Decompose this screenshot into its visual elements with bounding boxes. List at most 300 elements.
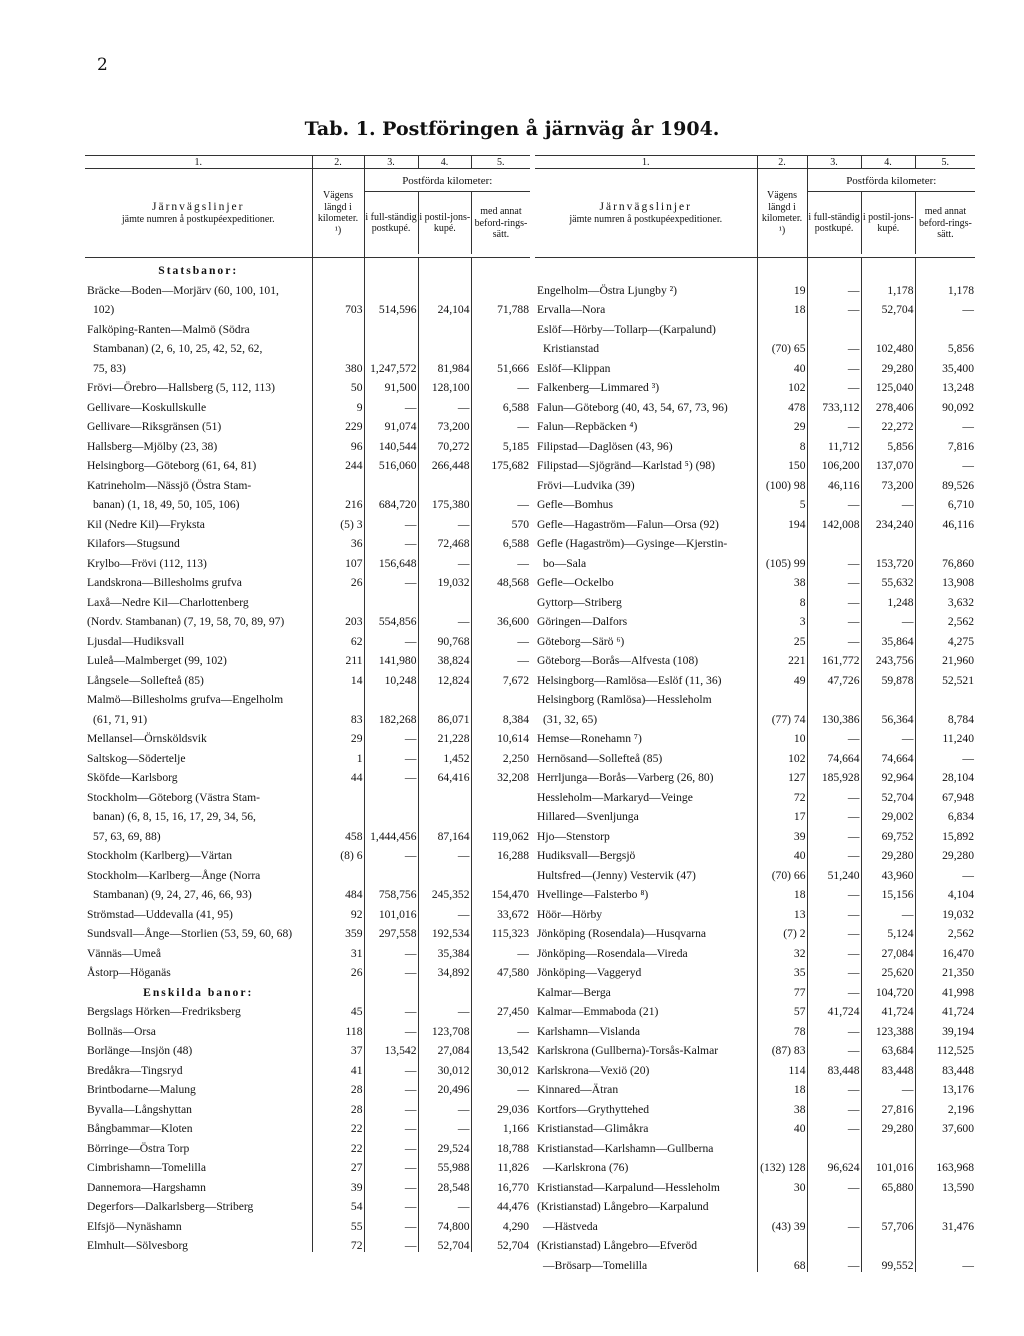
full-postkupe-km — [364, 277, 418, 297]
line-name: Börringe—Östra Torp — [87, 1141, 190, 1155]
full-postkupe-km — [364, 784, 418, 804]
line-length: 72 — [757, 784, 807, 804]
postiljons-km: 69,752 — [861, 823, 915, 843]
full-postkupe-km: — — [364, 843, 418, 863]
table-row — [85, 921, 530, 941]
line-name: 75, 83) — [93, 361, 126, 375]
header-annat: med annat beford-rings-sätt. — [471, 192, 530, 254]
line-length — [757, 258, 807, 278]
section-heading-row — [85, 979, 530, 999]
line-length: (5) 3 — [312, 511, 364, 531]
line-name: Stockholm—Göteborg (Västra Stam- — [87, 790, 261, 804]
full-postkupe-km: 141,980 — [364, 648, 418, 668]
full-postkupe-km — [364, 316, 418, 336]
empty-cell — [471, 258, 530, 278]
other-km: 21,350 — [915, 960, 975, 980]
other-km: 13,908 — [915, 570, 975, 590]
line-name: —Karlskrona (76) — [543, 1161, 629, 1174]
line-length — [312, 277, 364, 297]
full-postkupe-km: — — [807, 297, 861, 317]
table-row — [535, 336, 975, 356]
postiljons-km: 20,496 — [418, 1077, 471, 1097]
other-km: — — [915, 414, 975, 434]
postiljons-km — [418, 804, 471, 824]
postiljons-km — [418, 862, 471, 882]
line-name: Bergslags Hörken—Fredriksberg — [87, 1005, 241, 1018]
table-row — [535, 979, 975, 999]
line-length: 102 — [757, 745, 807, 765]
postiljons-km: 73,200 — [861, 472, 915, 492]
other-km: — — [471, 648, 530, 668]
postiljons-km: 28,548 — [418, 1174, 471, 1194]
line-name: Kortfors—Grythyttehed — [537, 1102, 650, 1116]
other-km: 18,788 — [471, 1135, 530, 1155]
header-lines — [535, 169, 757, 258]
line-name: Bollnäs—Orsa — [87, 1024, 156, 1038]
line-name: Ervalla—Nora — [537, 303, 606, 316]
other-km: 10,614 — [471, 726, 530, 746]
table-row — [535, 1096, 975, 1116]
other-km — [471, 862, 530, 882]
col-number: 4. — [861, 156, 915, 169]
full-postkupe-km: 47,726 — [807, 667, 861, 687]
full-postkupe-km: — — [807, 1096, 861, 1116]
postiljons-km: 64,416 — [418, 765, 471, 785]
empty-cell — [312, 979, 364, 999]
line-name: Kristianstad—Karlshamn—Gullberna — [537, 1141, 714, 1155]
postiljons-km: 153,720 — [861, 550, 915, 570]
full-postkupe-km: 46,116 — [807, 472, 861, 492]
table-row — [535, 570, 975, 590]
table-row — [535, 297, 975, 317]
full-postkupe-km: — — [807, 1077, 861, 1097]
table-row — [535, 706, 975, 726]
header-group-title: Postförda kilometer: — [365, 172, 531, 193]
table-row — [85, 277, 530, 297]
other-km: 51,666 — [471, 355, 530, 375]
table-row — [85, 589, 530, 609]
full-postkupe-km: — — [807, 375, 861, 395]
header-line-sub: jämte numren å postkupéexpeditioner. — [121, 213, 275, 225]
other-km: 83,448 — [915, 1057, 975, 1077]
other-km: 11,826 — [471, 1155, 530, 1175]
full-postkupe-km: — — [364, 940, 418, 960]
line-length: 8 — [757, 433, 807, 453]
line-length — [757, 687, 807, 707]
full-postkupe-km: — — [807, 1038, 861, 1058]
full-postkupe-km: — — [807, 570, 861, 590]
line-length: 17 — [757, 804, 807, 824]
table-row — [535, 355, 975, 375]
other-km: 19,032 — [915, 901, 975, 921]
full-postkupe-km: — — [807, 414, 861, 434]
full-postkupe-km: 514,596 — [364, 297, 418, 317]
full-postkupe-km: — — [807, 1174, 861, 1194]
col-number: 1. — [85, 156, 312, 169]
other-km: 52,704 — [471, 1233, 530, 1253]
full-postkupe-km: — — [364, 570, 418, 590]
full-postkupe-km: 96,624 — [807, 1155, 861, 1175]
table-row — [85, 1233, 530, 1253]
postiljons-km: 34,892 — [418, 960, 471, 980]
line-name: Jönköping—Rosendala—Vireda — [537, 946, 688, 960]
other-km — [471, 589, 530, 609]
line-name: Kalmar—Emmaboda (21) — [537, 1005, 659, 1018]
postiljons-km: 57,706 — [861, 1213, 915, 1233]
other-km: 4,290 — [471, 1213, 530, 1233]
line-name: Bångbammar—Kloten — [87, 1122, 193, 1135]
line-name: —Brösarp—Tomelilla — [543, 1258, 648, 1272]
other-km: 5,185 — [471, 433, 530, 453]
postiljons-km: — — [418, 1096, 471, 1116]
postiljons-km: 102,480 — [861, 336, 915, 356]
full-postkupe-km: — — [807, 277, 861, 297]
full-postkupe-km: — — [364, 1174, 418, 1194]
table-row — [535, 1213, 975, 1233]
postiljons-km — [418, 316, 471, 336]
postiljons-km — [861, 1194, 915, 1214]
line-length — [312, 589, 364, 609]
postiljons-km: 12,824 — [418, 667, 471, 687]
line-name: Karlskrona—Vexiö (20) — [537, 1063, 650, 1077]
postiljons-km: 65,880 — [861, 1174, 915, 1194]
other-km: — — [471, 414, 530, 434]
line-name: Saltskog—Södertelje — [87, 751, 186, 765]
line-name: Falun—Repbäcken ⁴) — [537, 420, 638, 433]
full-postkupe-km: — — [807, 336, 861, 356]
empty-cell — [418, 979, 471, 999]
other-km: 16,288 — [471, 843, 530, 863]
other-km: 36,600 — [471, 609, 530, 629]
full-postkupe-km: — — [364, 1096, 418, 1116]
line-length: 14 — [312, 667, 364, 687]
line-length: 77 — [757, 979, 807, 999]
postiljons-km: 192,534 — [418, 921, 471, 941]
line-name: Gefle—Hagaström—Falun—Orsa (92) — [537, 517, 719, 531]
full-postkupe-km: — — [807, 726, 861, 746]
line-length: (43) 39 — [757, 1213, 807, 1233]
section-heading: Enskilda banor: — [85, 979, 312, 999]
postiljons-km: 72,468 — [418, 531, 471, 551]
postiljons-km: 25,620 — [861, 960, 915, 980]
line-length: (8) 6 — [312, 843, 364, 863]
postiljons-km: 83,448 — [861, 1057, 915, 1077]
postiljons-km: 70,272 — [418, 433, 471, 453]
postiljons-km: 52,704 — [418, 1233, 471, 1253]
table-row — [535, 940, 975, 960]
table-row — [535, 901, 975, 921]
table-row — [85, 511, 530, 531]
other-km: 37,600 — [915, 1116, 975, 1136]
line-name: Kristianstad — [543, 342, 600, 355]
table-row — [85, 667, 530, 687]
line-name: Stambanan) (9, 24, 27, 46, 66, 93) — [93, 888, 252, 901]
table-row — [85, 336, 530, 356]
full-postkupe-km: — — [807, 804, 861, 824]
postiljons-km: 81,984 — [418, 355, 471, 375]
col-number: 5. — [471, 156, 530, 169]
table-row — [535, 453, 975, 473]
table-row — [85, 297, 530, 317]
table-row — [85, 823, 530, 843]
table-row — [85, 1194, 530, 1214]
postiljons-km: 5,124 — [861, 921, 915, 941]
line-length: 30 — [757, 1174, 807, 1194]
full-postkupe-km: 554,856 — [364, 609, 418, 629]
postiljons-km: 27,816 — [861, 1096, 915, 1116]
other-km: 48,568 — [471, 570, 530, 590]
postiljons-km — [418, 472, 471, 492]
line-length: 5 — [757, 492, 807, 512]
other-km: 2,250 — [471, 745, 530, 765]
line-length: 29 — [757, 414, 807, 434]
line-name: Sköfde—Karlsborg — [87, 771, 178, 784]
full-postkupe-km: — — [807, 628, 861, 648]
page-number: 2 — [97, 55, 108, 75]
line-length — [312, 316, 364, 336]
full-postkupe-km: — — [364, 394, 418, 414]
line-length — [757, 1135, 807, 1155]
line-name: Hudiksvall—Bergsjö — [537, 849, 636, 862]
line-length: 40 — [757, 1116, 807, 1136]
postiljons-km: 278,406 — [861, 394, 915, 414]
other-km — [915, 316, 975, 336]
table-row — [535, 433, 975, 453]
other-km: 16,470 — [915, 940, 975, 960]
table-row — [85, 628, 530, 648]
table-row — [535, 648, 975, 668]
postiljons-km — [861, 316, 915, 336]
postiljons-km: 104,720 — [861, 979, 915, 999]
line-name: Hessleholm—Markaryd—Veinge — [537, 790, 693, 804]
line-name: Långsele—Sollefteå (85) — [87, 673, 204, 687]
line-length: 244 — [312, 453, 364, 473]
table-row — [535, 394, 975, 414]
empty-cell — [471, 979, 530, 999]
other-km — [915, 531, 975, 551]
postiljons-km: 74,800 — [418, 1213, 471, 1233]
full-postkupe-km — [364, 589, 418, 609]
line-name: Göteborg—Särö ⁶) — [537, 634, 625, 648]
full-postkupe-km — [364, 804, 418, 824]
line-name: Karlshamn—Vislanda — [537, 1024, 640, 1038]
line-name: Sundsvall—Ånge—Storlien (53, 59, 60, 68) — [87, 927, 293, 940]
postiljons-km: 63,684 — [861, 1038, 915, 1058]
full-postkupe-km: — — [364, 1233, 418, 1253]
table-row — [85, 550, 530, 570]
full-postkupe-km: — — [807, 901, 861, 921]
line-length: (70) 66 — [757, 862, 807, 882]
postiljons-km: 73,200 — [418, 414, 471, 434]
line-length: 40 — [757, 843, 807, 863]
line-name: Engelholm—Östra Ljungby ²) — [537, 283, 678, 297]
postiljons-km: 38,824 — [418, 648, 471, 668]
other-km: — — [471, 492, 530, 512]
table-row — [85, 960, 530, 980]
full-postkupe-km — [364, 336, 418, 356]
full-postkupe-km: — — [807, 882, 861, 902]
line-name: Hvellinge—Falsterbo ⁸) — [537, 888, 649, 901]
table-row — [535, 862, 975, 882]
postiljons-km: 123,388 — [861, 1018, 915, 1038]
line-length: 1 — [312, 745, 364, 765]
line-name: 102) — [93, 303, 115, 316]
line-length: 38 — [757, 1096, 807, 1116]
line-name: Filipstad—Daglösen (43, 96) — [537, 439, 673, 453]
other-km: 1,178 — [915, 277, 975, 297]
postiljons-km — [861, 531, 915, 551]
line-length: (100) 98 — [757, 472, 807, 492]
line-name: Göteborg—Borås—Alfvesta (108) — [537, 654, 699, 667]
other-km: 41,724 — [915, 999, 975, 1019]
other-km: — — [915, 453, 975, 473]
line-name: Falun—Göteborg (40, 43, 54, 67, 73, 96) — [537, 400, 728, 414]
line-length: 96 — [312, 433, 364, 453]
line-name: Krylbo—Frövi (112, 113) — [87, 556, 207, 570]
line-name: Gyttorp—Striberg — [537, 595, 622, 609]
other-km: 44,476 — [471, 1194, 530, 1214]
full-postkupe-km: — — [364, 1155, 418, 1175]
table-row — [535, 1018, 975, 1038]
other-km — [471, 472, 530, 492]
line-name: Bredåkra—Tingsryd — [87, 1063, 183, 1077]
table-row — [85, 1018, 530, 1038]
line-name: Elfsjö—Nynäshamn — [87, 1219, 182, 1233]
line-length — [312, 784, 364, 804]
line-length: 19 — [757, 277, 807, 297]
full-postkupe-km: 140,544 — [364, 433, 418, 453]
postiljons-km: 175,380 — [418, 492, 471, 512]
other-km — [471, 804, 530, 824]
table-row — [85, 706, 530, 726]
table-row — [535, 999, 975, 1019]
full-postkupe-km: — — [364, 531, 418, 551]
full-postkupe-km: 51,240 — [807, 862, 861, 882]
full-postkupe-km — [807, 1135, 861, 1155]
other-km — [915, 258, 975, 278]
full-postkupe-km: — — [807, 589, 861, 609]
full-postkupe-km: 161,772 — [807, 648, 861, 668]
line-length: 72 — [312, 1233, 364, 1253]
full-postkupe-km: 1,444,456 — [364, 823, 418, 843]
postiljons-km — [418, 784, 471, 804]
full-postkupe-km: 11,712 — [807, 433, 861, 453]
other-km: 52,521 — [915, 667, 975, 687]
full-postkupe-km: — — [364, 726, 418, 746]
other-km: — — [915, 297, 975, 317]
table-row — [85, 1155, 530, 1175]
postiljons-km: 52,704 — [861, 297, 915, 317]
table-row — [85, 843, 530, 863]
line-name: Bräcke—Boden—Morjärv (60, 100, 101, — [87, 283, 279, 297]
full-postkupe-km — [807, 1194, 861, 1214]
line-name: Gellivare—Koskullskulle — [87, 400, 207, 414]
line-length: 221 — [757, 648, 807, 668]
line-name: Kristianstad—Karpalund—Hessleholm — [537, 1180, 720, 1194]
full-postkupe-km: 684,720 — [364, 492, 418, 512]
other-km — [915, 1135, 975, 1155]
line-name: Mellansel—Örnsköldsvik — [87, 732, 207, 745]
other-km: 119,062 — [471, 823, 530, 843]
line-length: 203 — [312, 609, 364, 629]
line-name: Stambanan) (2, 6, 10, 25, 42, 52, 62, — [93, 342, 263, 355]
other-km: 11,240 — [915, 726, 975, 746]
line-length: 18 — [757, 882, 807, 902]
full-postkupe-km: — — [807, 492, 861, 512]
line-name: Hultsfred—(Jenny) Vestervik (47) — [537, 868, 696, 882]
header-line-title: Järnvägslinjer — [151, 200, 245, 213]
table-row — [535, 765, 975, 785]
postiljons-km: 99,552 — [861, 1252, 915, 1272]
table-row — [535, 960, 975, 980]
line-length: 22 — [312, 1135, 364, 1155]
table-row — [85, 745, 530, 765]
other-km: 6,588 — [471, 394, 530, 414]
other-km: 6,834 — [915, 804, 975, 824]
full-postkupe-km: 1,247,572 — [364, 355, 418, 375]
postiljons-km — [861, 687, 915, 707]
other-km: 90,092 — [915, 394, 975, 414]
postiljons-km: 52,704 — [861, 784, 915, 804]
table-row — [85, 882, 530, 902]
full-postkupe-km: 142,008 — [807, 511, 861, 531]
line-name: Kinnared—Ätran — [537, 1083, 619, 1096]
other-km: 46,116 — [915, 511, 975, 531]
table-row — [85, 492, 530, 512]
line-name: Jönköping (Rosendala)—Husqvarna — [537, 927, 707, 940]
line-name: Eslöf—Klippan — [537, 361, 611, 375]
full-postkupe-km: 156,648 — [364, 550, 418, 570]
line-name: Höör—Hörby — [537, 907, 603, 921]
full-postkupe-km: — — [364, 1116, 418, 1136]
other-km: — — [471, 628, 530, 648]
line-name: Cimbrishamn—Tomelilla — [87, 1161, 206, 1174]
full-postkupe-km: — — [807, 550, 861, 570]
postiljons-km: 21,228 — [418, 726, 471, 746]
col-number: 1. — [535, 156, 757, 169]
table-row — [85, 687, 530, 707]
left-table-body — [85, 258, 530, 1253]
full-postkupe-km: — — [807, 1252, 861, 1272]
line-name: Malmö—Billesholms grufva—Engelholm — [87, 693, 284, 706]
line-name: Gefle—Bomhus — [537, 498, 613, 511]
line-length: 211 — [312, 648, 364, 668]
line-name: Kil (Nedre Kil)—Fryksta — [87, 517, 205, 531]
section-heading: Statsbanor: — [85, 258, 312, 278]
full-postkupe-km: 83,448 — [807, 1057, 861, 1077]
col-number: 5. — [915, 156, 975, 169]
full-postkupe-km: 91,074 — [364, 414, 418, 434]
table-row — [535, 745, 975, 765]
postiljons-km: 90,768 — [418, 628, 471, 648]
page-title: Tab. 1. Postföringen å järnväg år 1904. — [304, 118, 720, 140]
line-length — [757, 531, 807, 551]
table-row — [535, 1194, 975, 1214]
other-km — [915, 687, 975, 707]
postiljons-km: 29,280 — [861, 355, 915, 375]
other-km: — — [915, 862, 975, 882]
line-length: 45 — [312, 999, 364, 1019]
table-row — [535, 1233, 975, 1253]
table-row — [85, 765, 530, 785]
line-length: 8 — [757, 589, 807, 609]
postiljons-km: 29,002 — [861, 804, 915, 824]
line-name: banan) (6, 8, 15, 16, 17, 29, 34, 56, — [93, 810, 256, 823]
line-name: Filipstad—Sjögränd—Karlstad ⁵) (98) — [537, 459, 715, 472]
line-length: 83 — [312, 706, 364, 726]
table-row — [85, 433, 530, 453]
table-row — [85, 472, 530, 492]
